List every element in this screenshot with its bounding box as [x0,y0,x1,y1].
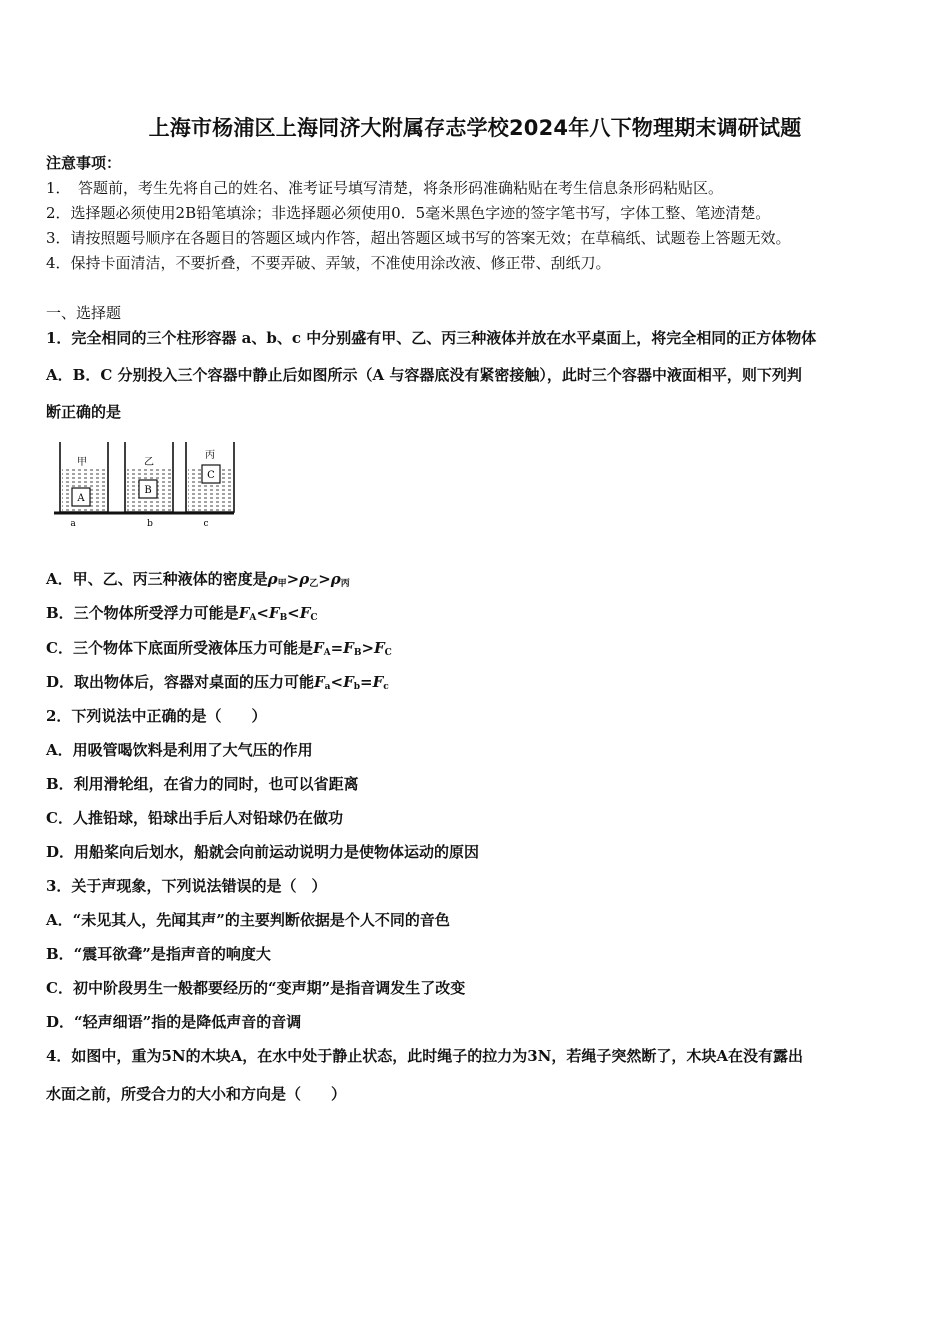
q2-option-c: C．人推铅球，铅球出手后人对铅球仍在做功 [46,809,343,827]
q4-stem-line-2: 水面之前，所受合力的大小和方向是（ ） [46,1085,347,1103]
notice-label: 注意事项： [46,154,122,172]
page-title: 上海市杨浦区上海同济大附属存志学校2024年八下物理期末调研试题 [148,116,802,140]
liquid-label-jia: 甲 [77,457,87,468]
block-label-c: C [207,470,215,481]
q1-option-d: D．取出物体后，容器对桌面的压力可能$F_a<F_b=F_c$ [46,673,389,692]
block-label-b: B [144,485,152,496]
block-label-a: A [77,493,85,504]
q2-option-d: D．用船桨向后划水，船就会向前运动说明力是使物体运动的原因 [46,843,480,861]
q3-option-c: C．初中阶段男生一般都要经历的“变声期”是指音调发生了改变 [46,979,466,997]
q2-stem: 2．下列说法中正确的是（ ） [46,707,267,725]
q3-option-d: D．“轻声细语”指的是降低声音的音调 [46,1013,302,1031]
q1-stem-line-3: 断正确的是 [46,403,122,421]
q1-option-b: B．三个物体所受浮力可能是$F_A<F_B<F_C$ [46,604,318,623]
q3-stem: 3．关于声现象，下列说法错误的是（ ） [46,877,327,895]
q1-option-c: C．三个物体下底面所受液体压力可能是$F_A=F_B>F_C$ [46,639,392,658]
q1-containers-figure [54,440,236,532]
notice-item-2: 2．选择题必须使用2B铅笔填涂；非选择题必须使用0．5毫米黑色字迹的签字笔书写，字体工整、笔迹清楚。 [46,204,771,222]
notice-item-4: 4．保持卡面清洁，不要折叠，不要弄破、弄皱，不准使用涂改液、修正带、刮纸刀。 [46,254,611,272]
section-heading: 一、选择题 [46,304,122,322]
q2-option-b: B．利用滑轮组，在省力的同时，也可以省距离 [46,775,359,793]
liquid-label-bing: 丙 [205,450,215,461]
liquid-label-yi: 乙 [144,457,154,468]
container-label-b: b [147,519,153,529]
container-label-c: c [203,519,209,529]
q1-option-a: A．甲、乙、丙三种液体的密度是$\rho_甲>\rho_乙>\rho_丙$ [46,570,350,589]
q2-option-a: A．用吸管喝饮料是利用了大气压的作用 [46,741,313,759]
q1-stem-line-2: A．B．C 分别投入三个容器中静止后如图所示（A 与容器底没有紧密接触），此时三个容器中液面相平，则下列判 [46,366,802,384]
notice-item-3: 3．请按照题号顺序在各题目的答题区域内作答，超出答题区域书写的答案无效；在草稿纸、试题卷上答题无效。 [46,229,791,247]
notice-item-1: 1． 答题前，考生先将自己的姓名、准考证号填写清楚，将条形码准确粘贴在考生信息条形码粘贴区。 [46,179,724,197]
q1-stem-line-1: 1．完全相同的三个柱形容器 a、b、c 中分别盛有甲、乙、丙三种液体并放在水平桌面上，将完全相同的正方体物体 [46,329,817,347]
container-label-a: a [70,519,76,529]
q3-option-b: B．“震耳欲聋”是指声音的响度大 [46,945,271,963]
q3-option-a: A．“未见其人，先闻其声”的主要判断依据是个人不同的音色 [46,911,450,929]
q4-stem-line-1: 4．如图中，重为5N的木块A，在水中处于静止状态，此时绳子的拉力为3N，若绳子突然断了，木块A在没有露出 [46,1047,804,1065]
